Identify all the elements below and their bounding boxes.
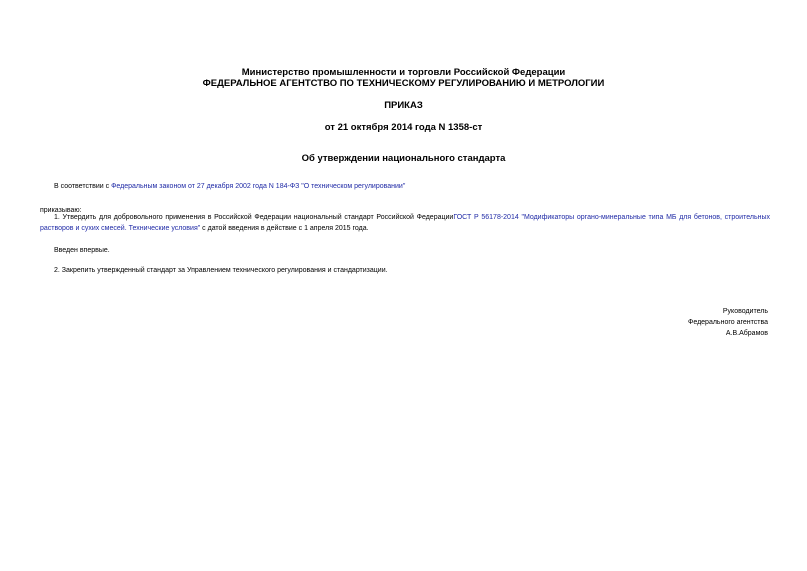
signature-name: А.В.Абрамов [725,330,768,337]
document-date-number: от 21 октября 2014 года N 1358-ст [324,122,483,133]
item-1-suffix: с датой введения в действие с 1 апреля 2015 года. [200,224,369,232]
item-1-prefix: 1. Утвердить для добровольного применения в Российской Федерации национальный стандарт Российской Федерации [54,214,454,221]
signature-title-1: Руководитель [722,308,768,315]
introduced-note: Введен впервые. [54,247,110,254]
document-subject: Об утверждении национального стандарта [301,153,506,164]
legal-basis-prefix: В соответствии с [54,183,112,190]
agency-name: ФЕДЕРАЛЬНОЕ АГЕНТСТВО ПО ТЕХНИЧЕСКОМУ РЕГУЛИРОВАНИЮ И МЕТРОЛОГИИ [202,78,605,89]
order-word: приказываю: [40,207,82,214]
federal-law-link[interactable]: Федеральным законом от 27 декабря 2002 года N 184-ФЗ "О техническом регулировании" [111,183,406,190]
ministry-name: Министерство промышленности и торговли Российской Федерации [241,67,566,78]
item-2-paragraph: 2. Закрепить утвержденный стандарт за Управлением технического регулирования и стандартизации. [54,267,388,274]
document-type: ПРИКАЗ [384,100,423,111]
item-1-paragraph [40,213,770,234]
legal-basis-paragraph [54,182,405,192]
gost-standard-link[interactable]: ГОСТ Р 56178-2014 "Модификаторы органо-минеральные типа МБ для бетонов, строительных растворов и сухих смесей. Технические условия" [40,214,770,232]
signature-title-2: Федерального агентства [688,319,768,326]
